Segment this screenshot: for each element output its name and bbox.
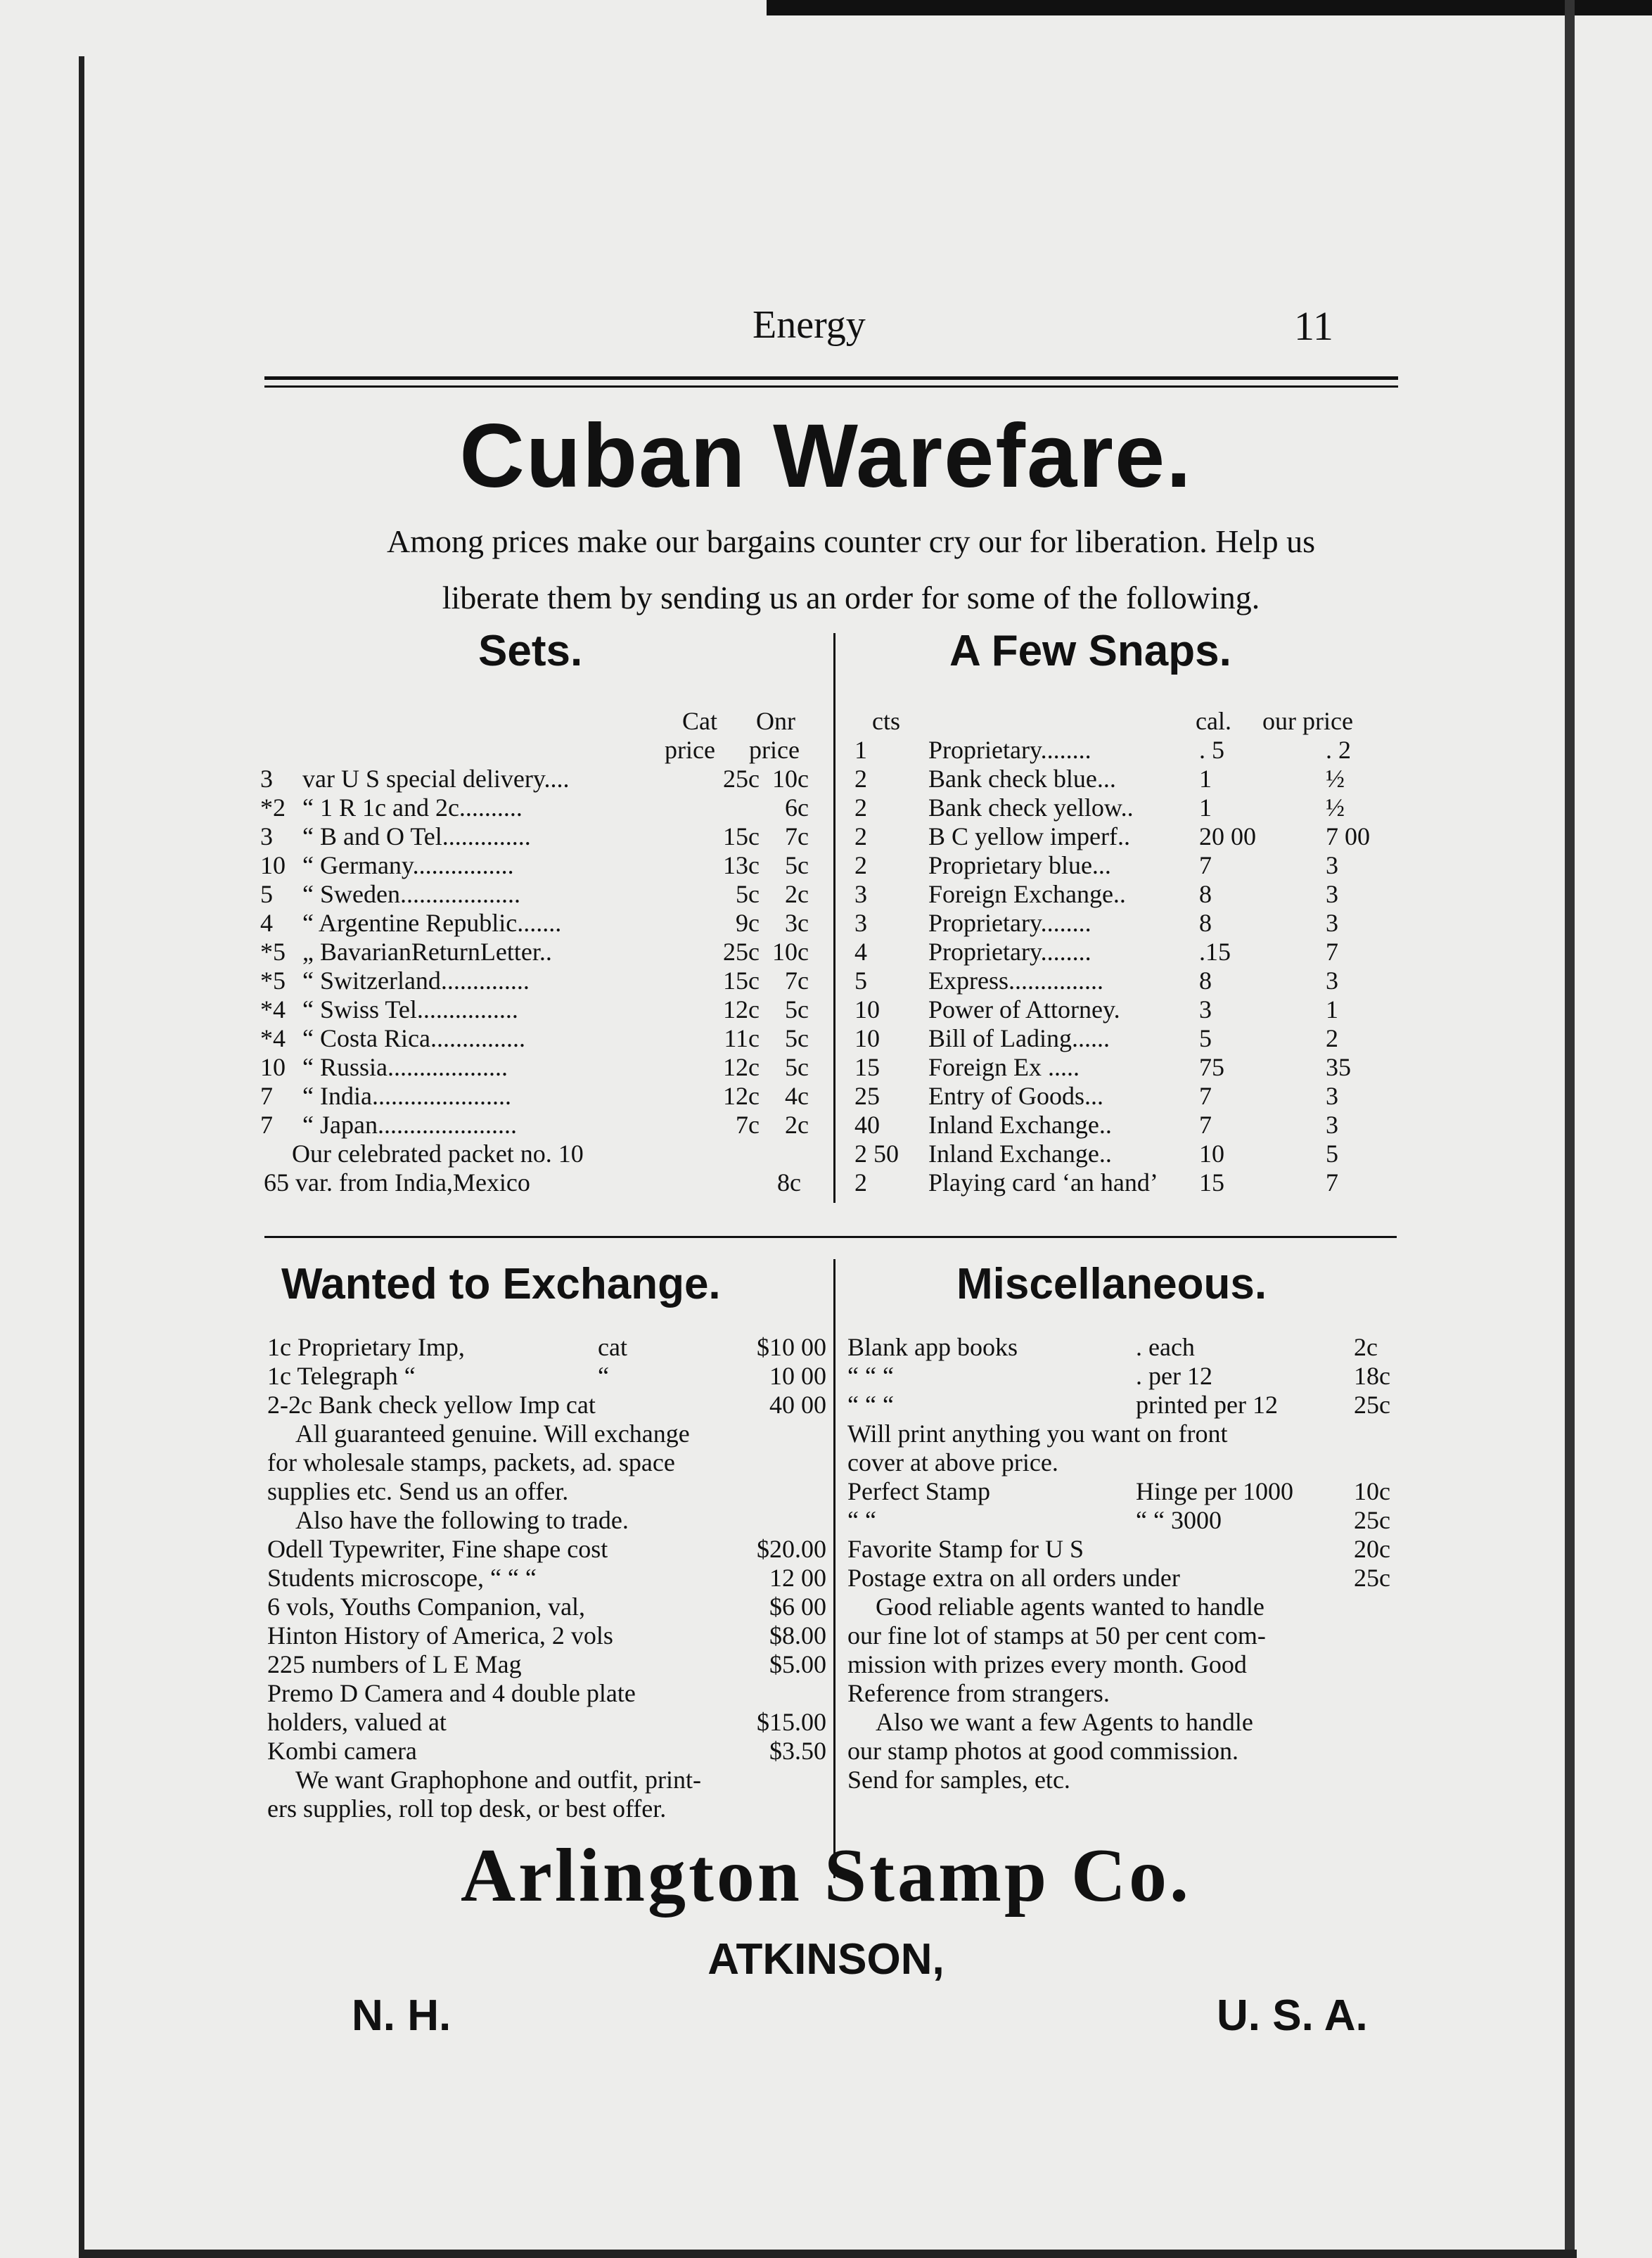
agents-line <box>847 1679 1410 1708</box>
packet-text: Our celebrated packet no. 10 <box>292 1140 584 1168</box>
sets-qty: *2 <box>260 793 286 822</box>
snaps-cts: 10 <box>854 1024 880 1052</box>
print-line <box>847 1448 1410 1477</box>
want-text: We want Graphophone and outfit, print- <box>295 1766 701 1794</box>
snaps-cts: 15 <box>854 1053 880 1081</box>
exchange-para-text: All guaranteed genuine. Will exchange <box>295 1420 690 1448</box>
snaps-row <box>847 822 1410 851</box>
sets-name: “ Germany................ <box>302 851 514 879</box>
misc-row <box>847 1391 1410 1420</box>
misc-table <box>847 1333 1410 1794</box>
agents-text: mission with prizes every month. Good <box>847 1650 1247 1678</box>
agents-paragraph <box>847 1593 1410 1794</box>
packet-price: 8c <box>777 1168 801 1197</box>
exchange-item: 1c Telegraph “ <box>267 1362 416 1390</box>
trade-item: holders, valued at <box>267 1708 447 1736</box>
trade-item: Premo D Camera and 4 double plate <box>267 1679 636 1707</box>
also-have-line <box>267 1506 826 1535</box>
also-have-text: Also have the following to trade. <box>295 1506 629 1534</box>
sets-row <box>260 793 823 822</box>
snaps-cts: 3 <box>854 880 867 908</box>
trade-price: $5.00 <box>769 1650 826 1678</box>
misc-heading: Miscellaneous. <box>956 1260 1267 1308</box>
agents-line <box>847 1766 1410 1794</box>
exchange-mid: “ <box>598 1362 609 1390</box>
snaps-name: Power of Attorney. <box>928 995 1120 1023</box>
snaps-row <box>847 880 1410 909</box>
sets-cat-price: 13c <box>723 851 760 879</box>
company-country: U. S. A. <box>1217 1991 1368 2040</box>
exchange-paragraph <box>267 1420 826 1506</box>
agents-line <box>847 1621 1410 1650</box>
sets-cat-price: 12c <box>723 1082 760 1110</box>
misc-rows <box>847 1333 1410 1420</box>
snaps-cts: 2 <box>854 851 867 879</box>
snaps-name: Express............... <box>928 967 1103 995</box>
snaps-cal: 7 <box>1199 851 1212 879</box>
snaps-row <box>847 1111 1410 1140</box>
snaps-cal: 5 <box>1199 1024 1212 1052</box>
sets-header-row <box>260 707 823 736</box>
snaps-table <box>847 707 1410 1197</box>
snaps-cal: 3 <box>1199 995 1212 1023</box>
sets-cat-price: 15c <box>723 967 760 995</box>
agents-line <box>847 1737 1410 1766</box>
sets-our-price: 7c <box>785 822 809 850</box>
page-number: 11 <box>1294 303 1333 349</box>
snaps-row <box>847 1140 1410 1168</box>
packet-line <box>260 1140 823 1168</box>
snaps-row <box>847 851 1410 880</box>
hinge-row <box>847 1477 1410 1506</box>
sets-row <box>260 822 823 851</box>
snaps-row <box>847 1053 1410 1082</box>
sets-our-price: 2c <box>785 1111 809 1139</box>
exchange-price: 40 00 <box>769 1391 826 1419</box>
snaps-cal: 20 00 <box>1199 822 1256 850</box>
sets-our-price: 10c <box>772 765 809 793</box>
running-title: Energy <box>753 303 866 347</box>
sets-row <box>260 1111 823 1140</box>
trade-item: 6 vols, Youths Companion, val, <box>267 1593 586 1621</box>
snaps-rows <box>847 736 1410 1197</box>
trade-item: Odell Typewriter, Fine shape cost <box>267 1535 608 1563</box>
snaps-our: 7 00 <box>1326 822 1370 850</box>
sets-qty: *5 <box>260 967 286 995</box>
sets-cat-price: 9c <box>736 909 760 937</box>
packet-text: 65 var. from India,Mexico <box>264 1168 530 1197</box>
snaps-our: 3 <box>1326 880 1338 908</box>
trade-row <box>267 1650 826 1679</box>
sets-rows <box>260 765 823 1140</box>
misc-item: Blank app books <box>847 1333 1018 1361</box>
snaps-our: 3 <box>1326 1111 1338 1139</box>
snaps-cal: 8 <box>1199 880 1212 908</box>
sets-our-price: 5c <box>785 1053 809 1081</box>
misc-row <box>847 1362 1410 1391</box>
hinge-mid: “ “ 3000 <box>1136 1506 1222 1534</box>
sets-cat-price: 15c <box>723 822 760 850</box>
snaps-our: 7 <box>1326 938 1338 966</box>
exchange-item: 2-2c Bank check yellow Imp cat <box>267 1391 596 1419</box>
postage-text: Postage extra on all orders under <box>847 1564 1180 1592</box>
misc-price: 2c <box>1354 1333 1378 1361</box>
snaps-row <box>847 736 1410 765</box>
sets-name: “ Swiss Tel................ <box>302 995 518 1023</box>
snaps-our: 7 <box>1326 1168 1338 1197</box>
exchange-price: 10 00 <box>769 1362 826 1390</box>
sets-qty: *4 <box>260 995 286 1023</box>
snaps-name: Inland Exchange.. <box>928 1111 1112 1139</box>
trade-price: $6 00 <box>769 1593 826 1621</box>
want-text: ers supplies, roll top desk, or best offer. <box>267 1794 667 1823</box>
sets-row <box>260 765 823 793</box>
trade-row <box>267 1564 826 1593</box>
sets-row <box>260 967 823 995</box>
trade-row <box>267 1679 826 1708</box>
section-divider <box>264 1236 1397 1238</box>
sets-name: “ Japan...................... <box>302 1111 517 1139</box>
snaps-cts: 10 <box>854 995 880 1023</box>
sets-cat-price: 25c <box>723 938 760 966</box>
sets-heading: Sets. <box>478 627 583 675</box>
snaps-our: 35 <box>1326 1053 1351 1081</box>
snaps-our: 3 <box>1326 967 1338 995</box>
misc-price: 18c <box>1354 1362 1390 1390</box>
snaps-our: 3 <box>1326 851 1338 879</box>
sets-name: “ India...................... <box>302 1082 511 1110</box>
exchange-row <box>267 1362 826 1391</box>
snaps-name: Bank check blue... <box>928 765 1116 793</box>
snaps-name: Playing card ‘an hand’ <box>928 1168 1158 1197</box>
intro-line: liberate them by sending us an order for some of the following. <box>442 580 1260 615</box>
sets-row <box>260 1024 823 1053</box>
snaps-name: Proprietary........ <box>928 736 1091 764</box>
sets-qty: 7 <box>260 1111 273 1139</box>
snaps-cal: 8 <box>1199 909 1212 937</box>
agents-line <box>847 1593 1410 1621</box>
snaps-our: 2 <box>1326 1024 1338 1052</box>
snaps-name: B C yellow imperf.. <box>928 822 1130 850</box>
misc-item: “ “ “ <box>847 1362 894 1390</box>
sets-our-price: 5c <box>785 851 809 879</box>
exchange-para-text: for wholesale stamps, packets, ad. space <box>267 1448 675 1476</box>
print-line <box>847 1420 1410 1448</box>
trade-row <box>267 1737 826 1766</box>
snaps-row <box>847 967 1410 995</box>
snaps-col-cal: cal. <box>1196 707 1231 735</box>
sets-our-price: 4c <box>785 1082 809 1110</box>
agents-text: our fine lot of stamps at 50 per cent com- <box>847 1621 1266 1650</box>
sets-cat-price: 5c <box>736 880 760 908</box>
sets-col-our: Onr <box>756 707 795 735</box>
page-title: Cuban Warefare. <box>459 406 1193 506</box>
trade-row <box>267 1535 826 1564</box>
misc-row <box>847 1333 1410 1362</box>
snaps-cts: 25 <box>854 1082 880 1110</box>
exchange-row <box>267 1333 826 1362</box>
agents-text: Also we want a few Agents to handle <box>876 1708 1253 1736</box>
misc-item: “ “ “ <box>847 1391 894 1419</box>
snaps-our: ½ <box>1326 793 1345 822</box>
print-text: Will print anything you want on front <box>847 1420 1228 1448</box>
hinge-item: “ “ <box>847 1506 876 1534</box>
snaps-col-our: our price <box>1262 707 1353 735</box>
sets-our-price: 7c <box>785 967 809 995</box>
snaps-our: 1 <box>1326 995 1338 1023</box>
misc-mid: printed per 12 <box>1136 1391 1278 1419</box>
hinge-price: 10c <box>1354 1477 1390 1505</box>
sets-qty: 10 <box>260 1053 286 1081</box>
agents-text: Send for samples, etc. <box>847 1766 1070 1794</box>
snaps-cal: 7 <box>1199 1111 1212 1139</box>
agents-line <box>847 1708 1410 1737</box>
sets-col-our-price: price <box>749 736 800 764</box>
snaps-row <box>847 1024 1410 1053</box>
sets-cat-price: 7c <box>736 1111 760 1139</box>
snaps-our: 3 <box>1326 1082 1338 1110</box>
trade-price: $20.00 <box>757 1535 826 1563</box>
snaps-row <box>847 1168 1410 1197</box>
trade-row <box>267 1593 826 1621</box>
sets-cat-price: 25c <box>723 765 760 793</box>
page-frame-top <box>767 0 1652 15</box>
want-line <box>267 1794 826 1823</box>
sets-name: “ Sweden................... <box>302 880 520 908</box>
sets-name: “ Argentine Republic....... <box>302 909 562 937</box>
exchange-para-line <box>267 1420 826 1448</box>
sets-col-cat-price: price <box>665 736 715 764</box>
trade-item: Kombi camera <box>267 1737 417 1765</box>
sets-qty: 7 <box>260 1082 273 1110</box>
snaps-heading: A Few Snaps. <box>949 627 1231 675</box>
sets-qty: 5 <box>260 880 273 908</box>
company-town: ATKINSON, <box>707 1935 945 1984</box>
exchange-heading: Wanted to Exchange. <box>281 1260 721 1308</box>
sets-row <box>260 1053 823 1082</box>
sets-qty: *5 <box>260 938 286 966</box>
misc-mid: . per 12 <box>1136 1362 1212 1390</box>
sets-qty: 10 <box>260 851 286 879</box>
favorite-row <box>847 1535 1410 1564</box>
misc-price: 25c <box>1354 1391 1390 1419</box>
exchange-para-text: supplies etc. Send us an offer. <box>267 1477 569 1505</box>
snaps-cts: 1 <box>854 736 867 764</box>
trade-rows <box>267 1535 826 1766</box>
snaps-header-row <box>847 707 1410 736</box>
snaps-cal: 1 <box>1199 765 1212 793</box>
exchange-mid: cat <box>598 1333 627 1361</box>
want-paragraph <box>267 1766 826 1823</box>
snaps-name: Bank check yellow.. <box>928 793 1134 822</box>
column-divider-bottom <box>833 1259 835 1878</box>
snaps-cal: 1 <box>1199 793 1212 822</box>
exchange-para-line <box>267 1477 826 1506</box>
snaps-cts: 2 <box>854 793 867 822</box>
snaps-name: Proprietary........ <box>928 909 1091 937</box>
column-divider-top <box>833 633 835 1203</box>
sets-name: “ B and O Tel.............. <box>302 822 531 850</box>
snaps-cal: 10 <box>1199 1140 1224 1168</box>
snaps-row <box>847 1082 1410 1111</box>
exchange-rows <box>267 1333 826 1420</box>
exchange-row <box>267 1391 826 1420</box>
sets-qty: 4 <box>260 909 273 937</box>
trade-row <box>267 1621 826 1650</box>
sets-row <box>260 851 823 880</box>
snaps-col-cts: cts <box>872 707 900 735</box>
snaps-name: Proprietary blue... <box>928 851 1111 879</box>
intro-paragraph <box>302 514 1400 626</box>
postage-price: 25c <box>1354 1564 1390 1592</box>
trade-price: 12 00 <box>769 1564 826 1592</box>
company-state: N. H. <box>352 1991 452 2040</box>
snaps-cts: 40 <box>854 1111 880 1139</box>
snaps-cts: 2 <box>854 1168 867 1197</box>
snaps-our: . 2 <box>1326 736 1351 764</box>
agents-text: our stamp photos at good commission. <box>847 1737 1238 1765</box>
snaps-row <box>847 938 1410 967</box>
snaps-row <box>847 909 1410 938</box>
snaps-cal: 7 <box>1199 1082 1212 1110</box>
snaps-row <box>847 995 1410 1024</box>
sets-name: “ 1 R 1c and 2c.......... <box>302 793 523 822</box>
sets-cat-price: 12c <box>723 1053 760 1081</box>
intro-line: Among prices make our bargains counter cry our for liberation. Help us <box>387 523 1315 559</box>
snaps-name: Proprietary........ <box>928 938 1091 966</box>
sets-name: “ Switzerland.............. <box>302 967 530 995</box>
hinge-mid: Hinge per 1000 <box>1136 1477 1293 1505</box>
sets-cat-price: 11c <box>724 1024 760 1052</box>
sets-row <box>260 938 823 967</box>
snaps-our: 3 <box>1326 909 1338 937</box>
postage-row <box>847 1564 1410 1593</box>
sets-header-row2 <box>260 736 823 765</box>
sets-our-price: 6c <box>785 793 809 822</box>
trade-row <box>267 1708 826 1737</box>
sets-our-price: 5c <box>785 995 809 1023</box>
trade-price: $8.00 <box>769 1621 826 1650</box>
sets-name: “ Costa Rica............... <box>302 1024 525 1052</box>
trade-item: Students microscope, “ “ “ <box>267 1564 537 1592</box>
snaps-cts: 3 <box>854 909 867 937</box>
snaps-cal: 8 <box>1199 967 1212 995</box>
sets-our-price: 5c <box>785 1024 809 1052</box>
snaps-our: ½ <box>1326 765 1345 793</box>
snaps-cal: 15 <box>1199 1168 1224 1197</box>
snaps-name: Inland Exchange.. <box>928 1140 1112 1168</box>
hinge-rows <box>847 1477 1410 1535</box>
snaps-cts: 2 <box>854 765 867 793</box>
exchange-price: $10 00 <box>757 1333 826 1361</box>
snaps-cal: .15 <box>1199 938 1231 966</box>
exchange-table <box>267 1333 826 1823</box>
exchange-para-line <box>267 1448 826 1477</box>
exchange-item: 1c Proprietary Imp, <box>267 1333 465 1361</box>
snaps-cal: 75 <box>1199 1053 1224 1081</box>
sets-row <box>260 909 823 938</box>
print-paragraph <box>847 1420 1410 1477</box>
sets-cat-price: 12c <box>723 995 760 1023</box>
snaps-name: Entry of Goods... <box>928 1082 1103 1110</box>
agents-text: Good reliable agents wanted to handle <box>876 1593 1264 1621</box>
trade-item: 225 numbers of L E Mag <box>267 1650 522 1678</box>
trade-price: $3.50 <box>769 1737 826 1765</box>
sets-our-price: 10c <box>772 938 809 966</box>
hinge-item: Perfect Stamp <box>847 1477 990 1505</box>
page-frame-bottom <box>79 2250 1577 2258</box>
print-text: cover at above price. <box>847 1448 1058 1476</box>
snaps-name: Foreign Exchange.. <box>928 880 1126 908</box>
favorite-price: 20c <box>1354 1535 1390 1563</box>
agents-text: Reference from strangers. <box>847 1679 1110 1707</box>
sets-name: “ Russia................... <box>302 1053 508 1081</box>
snaps-cts: 4 <box>854 938 867 966</box>
sets-qty: 3 <box>260 765 273 793</box>
snaps-cts: 2 <box>854 822 867 850</box>
agents-line <box>847 1650 1410 1679</box>
sets-col-cat: Cat <box>682 707 717 735</box>
snaps-name: Bill of Lading...... <box>928 1024 1110 1052</box>
sets-qty: *4 <box>260 1024 286 1052</box>
trade-item: Hinton History of America, 2 vols <box>267 1621 613 1650</box>
want-line <box>267 1766 826 1794</box>
sets-table <box>260 707 823 1197</box>
snaps-cts: 5 <box>854 967 867 995</box>
page-frame-left <box>79 56 84 2258</box>
sets-row <box>260 995 823 1024</box>
sets-row <box>260 880 823 909</box>
hinge-price: 25c <box>1354 1506 1390 1534</box>
sets-our-price: 2c <box>785 880 809 908</box>
snaps-row <box>847 793 1410 822</box>
header-rule <box>264 376 1398 388</box>
favorite-text: Favorite Stamp for U S <box>847 1535 1084 1563</box>
sets-row <box>260 1082 823 1111</box>
snaps-cts: 2 50 <box>854 1140 899 1168</box>
misc-mid: . each <box>1136 1333 1195 1361</box>
sets-name: „ BavarianReturnLetter.. <box>302 938 552 966</box>
packet-line2 <box>260 1168 823 1197</box>
sets-our-price: 3c <box>785 909 809 937</box>
snaps-row <box>847 765 1410 793</box>
snaps-cal: . 5 <box>1199 736 1224 764</box>
company-name: Arlington Stamp Co. <box>460 1834 1192 1918</box>
sets-name: var U S special delivery.... <box>302 765 570 793</box>
hinge-row <box>847 1506 1410 1535</box>
snaps-name: Foreign Ex ..... <box>928 1053 1080 1081</box>
sets-qty: 3 <box>260 822 273 850</box>
trade-price: $15.00 <box>757 1708 826 1736</box>
snaps-our: 5 <box>1326 1140 1338 1168</box>
